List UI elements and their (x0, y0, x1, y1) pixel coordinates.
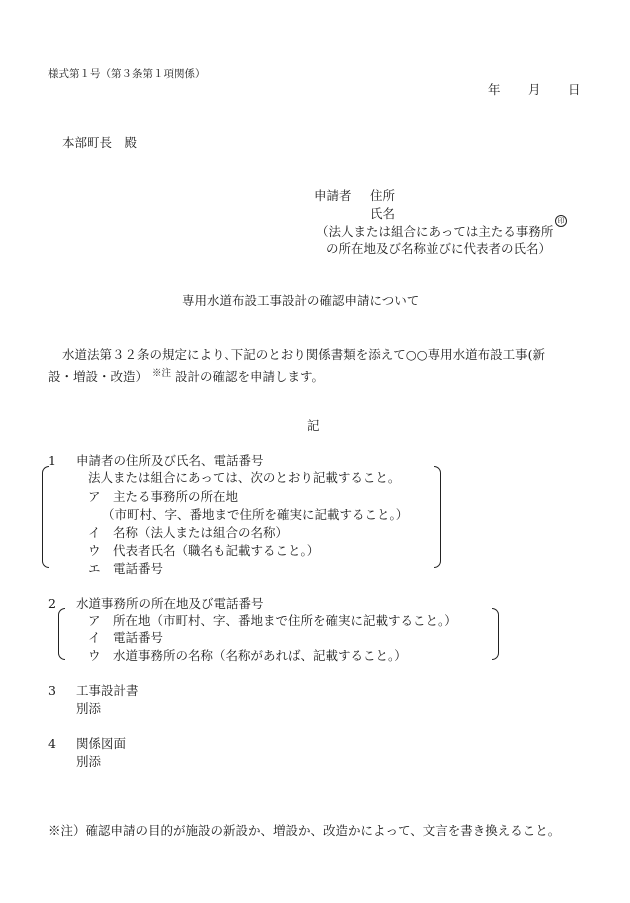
item3-title: 工事設計書 (76, 683, 139, 698)
item3-sub: 別添 (76, 701, 102, 716)
item1-line: エ 電話番号 (88, 561, 164, 576)
addressee: 本部町長 殿 (62, 135, 138, 150)
item1-line: （市町村、字、番地まで住所を確実に記載すること。） (102, 507, 409, 522)
item3-number: 3 (48, 683, 56, 698)
item1-bracket-left (42, 466, 49, 568)
applicant-note-line1: （法人または組合にあっては主たる事務所 (316, 224, 554, 239)
form-number: 様式第１号（第３条第１項関係） (48, 68, 206, 80)
item1-bracket-right (434, 466, 441, 568)
body-line-2a: 設・増設・改造） (48, 369, 149, 385)
applicant-name-label: 氏名 (370, 206, 396, 221)
body-line-2 (48, 366, 324, 385)
item4-sub: 別添 (76, 754, 102, 769)
item4-title: 関係図面 (76, 736, 127, 751)
item1-line: イ 名称（法人または組合の名称） (88, 525, 289, 540)
item2-bracket-left (58, 608, 65, 660)
item1-number: 1 (48, 453, 56, 468)
date-day: 日 (568, 82, 581, 97)
item2-line: イ 電話番号 (88, 630, 164, 645)
applicant-note-line2: の所在地及び名称並びに代表者の氏名） (326, 241, 552, 256)
footnote: ※注）確認申請の目的が施設の新設か、増設か、改造かによって、文言を書き換えること。 (48, 823, 561, 838)
item2-title: 水道事務所の所在地及び電話番号 (76, 596, 264, 611)
applicant-label: 申請者 (314, 188, 352, 203)
item2-bracket-right (492, 608, 499, 660)
seal-icon: 印 (555, 215, 567, 227)
item1-line: ウ 代表者氏名（職名も記載すること。） (88, 543, 320, 558)
body-line-1: 水道法第３２条の規定により､下記のとおり関係書類を添えて○○専用水道布設工事(新 (62, 347, 545, 362)
seal-mark (555, 208, 567, 227)
date-year: 年 (488, 82, 501, 97)
item4-number: 4 (48, 736, 56, 751)
item1-line: ア 主たる事務所の所在地 (88, 489, 239, 504)
body-line-2b: 設計の確認を申請します。 (175, 369, 325, 385)
item2-line: ウ 水道事務所の名称（名称があれば、記載すること。） (88, 648, 407, 663)
item2-number: 2 (48, 596, 56, 611)
note-marker: ※注 (152, 368, 172, 379)
applicant-address-label: 住所 (370, 188, 396, 203)
item1-title: 申請者の住所及び氏名、電話番号 (76, 453, 264, 468)
date-month: 月 (528, 82, 541, 97)
document-title: 専用水道布設工事設計の確認申請について (182, 293, 420, 308)
item1-line: 法人または組合にあっては、次のとおり記載すること。 (88, 470, 401, 485)
item2-line: ア 所在地（市町村、字、番地まで住所を確実に記載すること。） (88, 613, 457, 628)
ki-heading: 記 (307, 418, 320, 433)
